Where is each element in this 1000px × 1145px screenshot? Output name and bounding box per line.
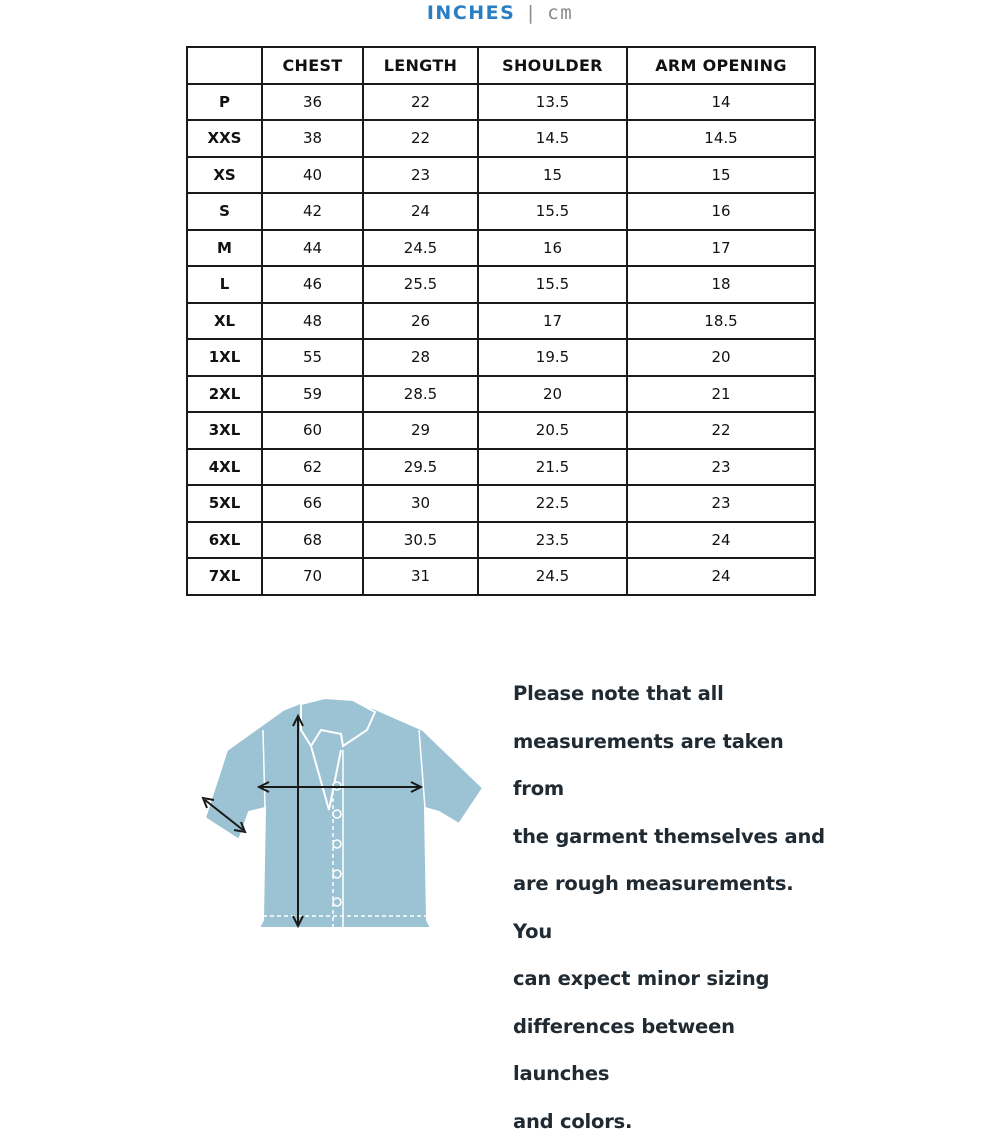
arm-opening-cell: 24 — [627, 522, 815, 559]
header-shoulder: SHOULDER — [478, 47, 627, 84]
size-cell: S — [187, 193, 262, 230]
table-row — [187, 157, 815, 194]
table-row — [187, 303, 815, 340]
size-cell: M — [187, 230, 262, 267]
length-cell: 22 — [363, 120, 478, 157]
chest-cell: 62 — [262, 449, 363, 486]
unit-separator: | — [527, 2, 535, 24]
note-line: and colors. — [513, 1098, 833, 1145]
table-row — [187, 485, 815, 522]
chest-cell: 48 — [262, 303, 363, 340]
size-cell: 2XL — [187, 376, 262, 413]
table-row — [187, 230, 815, 267]
chest-cell: 46 — [262, 266, 363, 303]
chest-cell: 60 — [262, 412, 363, 449]
length-cell: 28.5 — [363, 376, 478, 413]
shoulder-cell: 13.5 — [478, 84, 627, 121]
note-line: are rough measurements. You — [513, 860, 833, 955]
length-cell: 24 — [363, 193, 478, 230]
table-header-row — [187, 47, 815, 84]
header-length: LENGTH — [363, 47, 478, 84]
header-chest: CHEST — [262, 47, 363, 84]
measurement-note — [513, 670, 833, 1145]
shoulder-cell: 21.5 — [478, 449, 627, 486]
size-cell: L — [187, 266, 262, 303]
arm-opening-cell: 21 — [627, 376, 815, 413]
note-line: Please note that all — [513, 670, 833, 718]
table-row — [187, 120, 815, 157]
chest-cell: 59 — [262, 376, 363, 413]
shoulder-cell: 22.5 — [478, 485, 627, 522]
arm-opening-cell: 17 — [627, 230, 815, 267]
size-cell: XL — [187, 303, 262, 340]
length-cell: 28 — [363, 339, 478, 376]
length-cell: 30.5 — [363, 522, 478, 559]
arm-opening-cell: 20 — [627, 339, 815, 376]
length-cell: 29.5 — [363, 449, 478, 486]
shoulder-cell: 15 — [478, 157, 627, 194]
size-cell: XXS — [187, 120, 262, 157]
arm-opening-cell: 14 — [627, 84, 815, 121]
table-row — [187, 376, 815, 413]
length-cell: 29 — [363, 412, 478, 449]
arm-opening-cell: 18.5 — [627, 303, 815, 340]
shoulder-cell: 15.5 — [478, 193, 627, 230]
arm-opening-cell: 14.5 — [627, 120, 815, 157]
length-cell: 26 — [363, 303, 478, 340]
note-line: measurements are taken from — [513, 718, 833, 813]
arm-opening-cell: 23 — [627, 449, 815, 486]
header-arm-opening: ARM OPENING — [627, 47, 815, 84]
shoulder-cell: 19.5 — [478, 339, 627, 376]
chest-cell: 42 — [262, 193, 363, 230]
table-row — [187, 193, 815, 230]
size-cell: 6XL — [187, 522, 262, 559]
shoulder-cell: 20 — [478, 376, 627, 413]
arm-opening-cell: 16 — [627, 193, 815, 230]
shoulder-cell: 15.5 — [478, 266, 627, 303]
arm-opening-cell: 22 — [627, 412, 815, 449]
arm-opening-cell: 24 — [627, 558, 815, 595]
size-cell: 7XL — [187, 558, 262, 595]
shirt-measurement-diagram — [193, 690, 493, 940]
note-line: differences between launches — [513, 1003, 833, 1098]
length-cell: 25.5 — [363, 266, 478, 303]
shirt-illustration — [193, 690, 493, 940]
shoulder-cell: 14.5 — [478, 120, 627, 157]
length-cell: 23 — [363, 157, 478, 194]
table-row — [187, 449, 815, 486]
arm-opening-cell: 18 — [627, 266, 815, 303]
table-row — [187, 339, 815, 376]
length-cell: 22 — [363, 84, 478, 121]
chest-cell: 66 — [262, 485, 363, 522]
size-cell: 3XL — [187, 412, 262, 449]
arm-opening-cell: 23 — [627, 485, 815, 522]
table-row — [187, 84, 815, 121]
size-cell: XS — [187, 157, 262, 194]
chest-cell: 44 — [262, 230, 363, 267]
size-cell: P — [187, 84, 262, 121]
table-row — [187, 412, 815, 449]
length-cell: 24.5 — [363, 230, 478, 267]
chest-cell: 55 — [262, 339, 363, 376]
shoulder-cell: 24.5 — [478, 558, 627, 595]
size-chart-table — [186, 46, 816, 596]
shoulder-cell: 20.5 — [478, 412, 627, 449]
size-cell: 4XL — [187, 449, 262, 486]
note-line: the garment themselves and — [513, 813, 833, 861]
inches-unit-option[interactable]: INCHES — [427, 2, 515, 24]
unit-toggle — [0, 2, 1000, 24]
chest-cell: 68 — [262, 522, 363, 559]
chest-cell: 38 — [262, 120, 363, 157]
chest-cell: 70 — [262, 558, 363, 595]
size-cell: 1XL — [187, 339, 262, 376]
size-cell: 5XL — [187, 485, 262, 522]
shoulder-cell: 16 — [478, 230, 627, 267]
arm-opening-cell: 15 — [627, 157, 815, 194]
header-size — [187, 47, 262, 84]
table-row — [187, 558, 815, 595]
chest-cell: 36 — [262, 84, 363, 121]
shoulder-cell: 23.5 — [478, 522, 627, 559]
shoulder-cell: 17 — [478, 303, 627, 340]
table-row — [187, 522, 815, 559]
length-cell: 30 — [363, 485, 478, 522]
length-cell: 31 — [363, 558, 478, 595]
table-row — [187, 266, 815, 303]
note-line: can expect minor sizing — [513, 955, 833, 1003]
chest-cell: 40 — [262, 157, 363, 194]
cm-unit-option[interactable]: cm — [547, 2, 573, 24]
